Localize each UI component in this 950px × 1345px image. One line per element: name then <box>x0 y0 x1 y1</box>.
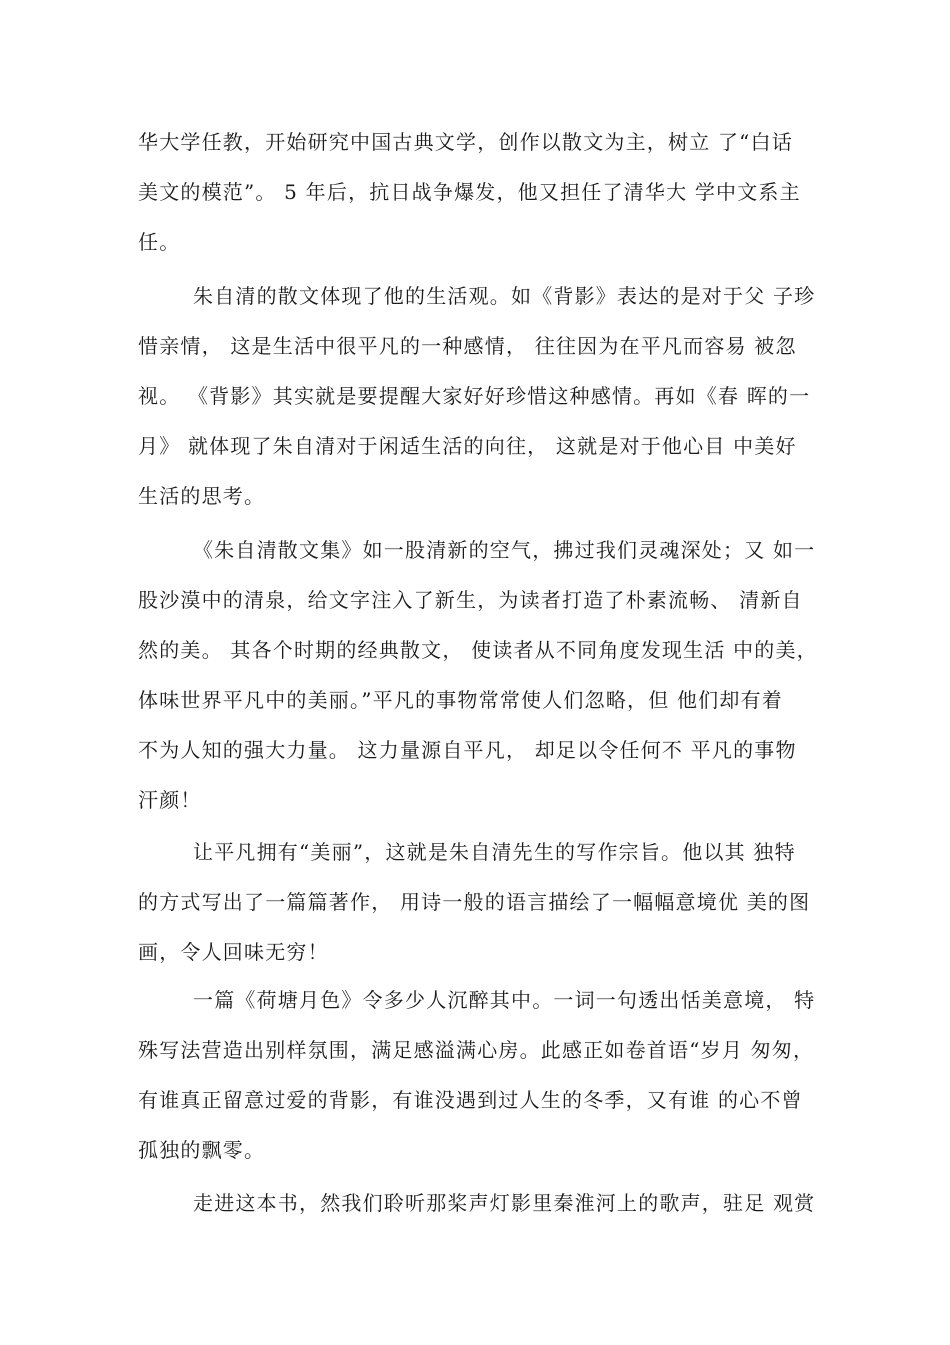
text-line: 体味世界平凡中的美丽。”平凡的事物常常使人们忽略，但 他们却有着 <box>138 688 783 712</box>
text-line: 殊写法营造出别样氛围，满足感溢满心房。此感正如卷首语“岁月 匆匆， <box>138 1038 815 1062</box>
text-line: 的方式写出了一篇篇著作， 用诗一般的语言描绘了一幅幅意境优 美的图 <box>138 890 811 914</box>
text-line: 不为人知的强大力量。 这力量源自平凡， 却足以令任何不 平凡的事物 <box>138 738 797 762</box>
text-line: 惜亲情， 这是生活中很平凡的一种感情， 往往因为在平凡而容易 被忽 <box>138 334 797 358</box>
paragraph-first-line: 《朱自清散文集》如一股清新的空气，拂过我们灵魂深处；又 如一 <box>193 538 816 562</box>
paragraph-first-line: 一篇《荷塘月色》令多少人沉醉其中。一词一句透出恬美意境， 特 <box>193 988 816 1012</box>
text-line: 任。 <box>138 230 181 254</box>
text-line: 然的美。 其各个时期的经典散文， 使读者从不同角度发现生活 中的美， <box>138 638 818 662</box>
paragraph-first-line: 走进这本书，然我们聆听那桨声灯影里秦淮河上的歌声，驻足 观赏 <box>193 1191 816 1215</box>
text-line: 画，令人回味无穷！ <box>138 940 329 964</box>
text-line: 孤独的飘零。 <box>138 1138 266 1162</box>
text-line: 有谁真正留意过爱的背影，有谁没遇到过人生的冬季，又有谁 的心不曾 <box>138 1088 803 1112</box>
paragraph-first-line: 让平凡拥有“美丽”，这就是朱自清先生的写作宗旨。他以其 独特 <box>193 840 796 864</box>
text-line: 华大学任教，开始研究中国古典文学，创作以散文为主，树立 了“白话 <box>138 130 793 154</box>
text-line: 视。 《背影》其实就是要提醒大家好好珍惜这种感情。再如《春 晖的一 <box>138 384 811 408</box>
text-line: 股沙漠中的清泉，给文字注入了新生，为读者打造了朴素流畅、 清新自 <box>138 588 803 612</box>
text-line: 生活的思考。 <box>138 484 266 508</box>
paragraph-first-line: 朱自清的散文体现了他的生活观。如《背影》表达的是对于父 子珍 <box>193 284 816 308</box>
text-line: 汗颜！ <box>138 788 202 812</box>
text-line: 美文的模范”。 5 年后，抗日战争爆发，他又担任了清华大 学中文系主 <box>138 180 801 204</box>
text-line: 月》 就体现了朱自清对于闲适生活的向往， 这就是对于他心目 中美好 <box>138 434 797 458</box>
